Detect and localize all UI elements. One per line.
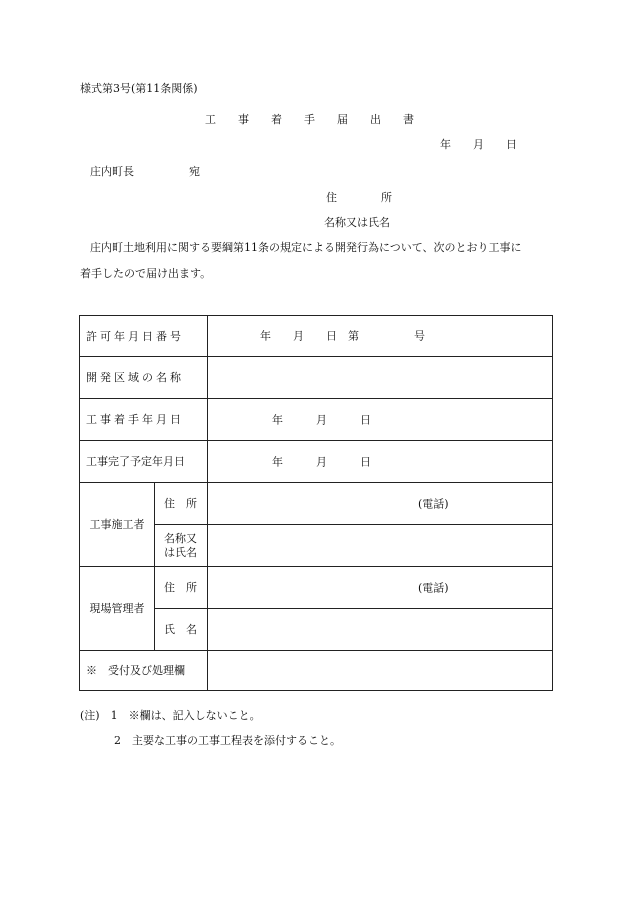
note-2: 2 主要な工事の工事工程表を添付すること。 <box>114 734 341 747</box>
permit-number-value: 年 月 日 第 号 <box>260 329 425 343</box>
table-row <box>80 399 553 441</box>
table-row <box>80 483 553 525</box>
body-text-line-2: 着手したので届け出ます。 <box>80 267 212 280</box>
completion-date-label: 工事完了予定年月日 <box>80 441 208 483</box>
completion-date-field[interactable] <box>208 441 553 483</box>
permit-number-label: 許可年月日番号 <box>80 316 208 357</box>
date-line: 年 月 日 <box>440 138 517 151</box>
contractor-address-label: 住 所 <box>155 483 208 525</box>
table-row <box>80 651 553 691</box>
document-title: 工 事 着 手 届 出 書 <box>205 113 414 126</box>
contractor-name-field[interactable] <box>208 525 553 567</box>
table-row <box>80 567 553 609</box>
addressee: 庄内町長 宛 <box>90 165 200 178</box>
notification-table <box>79 315 553 691</box>
manager-name-label: 氏 名 <box>155 609 208 651</box>
applicant-address-label: 住 所 <box>326 191 392 204</box>
body-text-line-1: 庄内町土地利用に関する要綱第11条の規定による開発行為について、次のとおり工事に <box>90 241 522 254</box>
start-date-value: 年 月 日 <box>272 413 371 426</box>
manager-phone-label: (電話) <box>418 581 449 594</box>
development-area-field[interactable] <box>208 357 553 399</box>
manager-address-label: 住 所 <box>155 567 208 609</box>
manager-address-field[interactable] <box>208 567 553 609</box>
table-row <box>80 441 553 483</box>
table-row <box>80 357 553 399</box>
note-1: (注) 1 ※欄は、記入しないこと。 <box>80 709 261 722</box>
completion-date-value: 年 月 日 <box>272 455 371 468</box>
contractor-name-label: 名称又 は氏名 <box>155 525 208 567</box>
development-area-label: 開発区域の名称 <box>80 357 208 399</box>
form-number: 様式第3号(第11条関係) <box>80 82 198 95</box>
site-manager-label: 現場管理者 <box>80 567 155 651</box>
table-row <box>80 316 553 357</box>
reception-field[interactable] <box>208 651 553 691</box>
start-date-field[interactable] <box>208 399 553 441</box>
reception-label: ※ 受付及び処理欄 <box>80 651 208 691</box>
contractor-phone-label: (電話) <box>418 497 449 510</box>
start-date-label: 工事着手年月日 <box>80 399 208 441</box>
contractor-address-field[interactable] <box>208 483 553 525</box>
applicant-name-label: 名称又は氏名 <box>324 216 390 229</box>
permit-number-field[interactable] <box>208 316 553 357</box>
contractor-label: 工事施工者 <box>80 483 155 567</box>
manager-name-field[interactable] <box>208 609 553 651</box>
